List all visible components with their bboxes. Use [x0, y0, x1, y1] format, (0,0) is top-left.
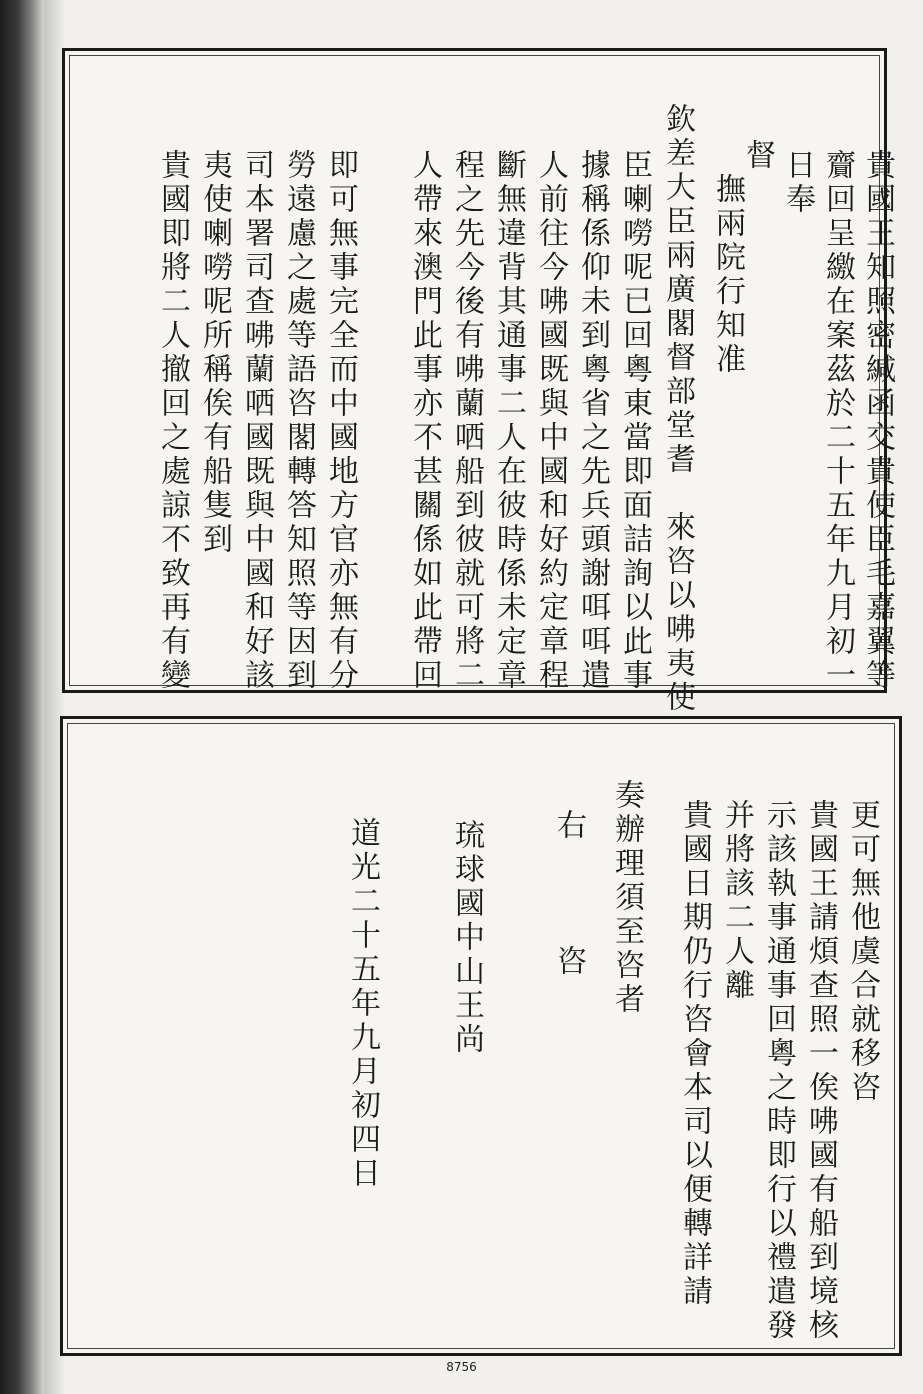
bottom-column-7: 右 咨	[551, 809, 586, 979]
top-column-13: 即可無事完全而中國地方官亦無有分	[323, 149, 358, 693]
top-column-16: 夷使喇嘮呢所稱俟有船隻到	[197, 149, 232, 557]
bottom-column-9: 道光二十五年九月初四日	[345, 817, 380, 1191]
top-column-10: 斷無違背其通事二人在彼時係未定章	[491, 149, 526, 693]
bottom-column-6: 奏辦理須至咨者	[609, 779, 644, 1017]
bottom-column-4: 并將該二人離	[719, 799, 754, 1003]
top-column-9: 人前往今咈國既與中國和好約定章程	[533, 149, 568, 693]
top-document-panel	[62, 48, 895, 715]
bottom-column-1: 更可無他虞合就移咨	[845, 799, 880, 1105]
top-column-4: 督	[740, 139, 775, 173]
top-column-12: 人帶來澳門此事亦不甚關係如此帶回	[407, 149, 442, 693]
top-column-6: 欽差大臣兩廣閣督部堂耆 來咨以咈夷使	[660, 103, 695, 715]
book-binding-shadow	[0, 0, 44, 1394]
top-column-11: 程之先今後有咈蘭哂船到彼就可將二	[449, 149, 484, 693]
top-column-3: 日奉	[780, 149, 815, 217]
bottom-document-panel	[60, 716, 902, 1356]
top-column-7: 臣喇嘮呢已回粵東當即面詰詢以此事	[617, 149, 652, 693]
top-column-14: 勞遠慮之處等語咨閣轉答知照等因到	[281, 149, 316, 693]
top-column-2: 齎回呈繳在案茲於二十五年九月初一	[820, 149, 855, 693]
bottom-column-8: 琉球國中山王尚	[449, 819, 484, 1057]
top-column-1: 貴國王知照密緘函交貴使臣毛嘉翼等	[860, 149, 895, 693]
bottom-column-3: 示該執事通事回粵之時即行以禮遣發	[761, 799, 796, 1343]
top-column-5: 撫兩院行知准	[710, 173, 745, 377]
top-column-17: 貴國即將二人撤回之處諒不致再有變	[155, 149, 190, 693]
bottom-column-5: 貴國日期仍行咨會本司以便轉詳請	[677, 799, 712, 1309]
bottom-column-2: 貴國王請煩查照一俟咈國有船到境核	[803, 799, 838, 1343]
page-number: 8756	[446, 1360, 477, 1374]
top-column-15: 司本署司查咈蘭哂國既與中國和好該	[239, 149, 274, 693]
top-column-8: 據稱係仰未到粵省之先兵頭謝咡咡遣	[575, 149, 610, 693]
